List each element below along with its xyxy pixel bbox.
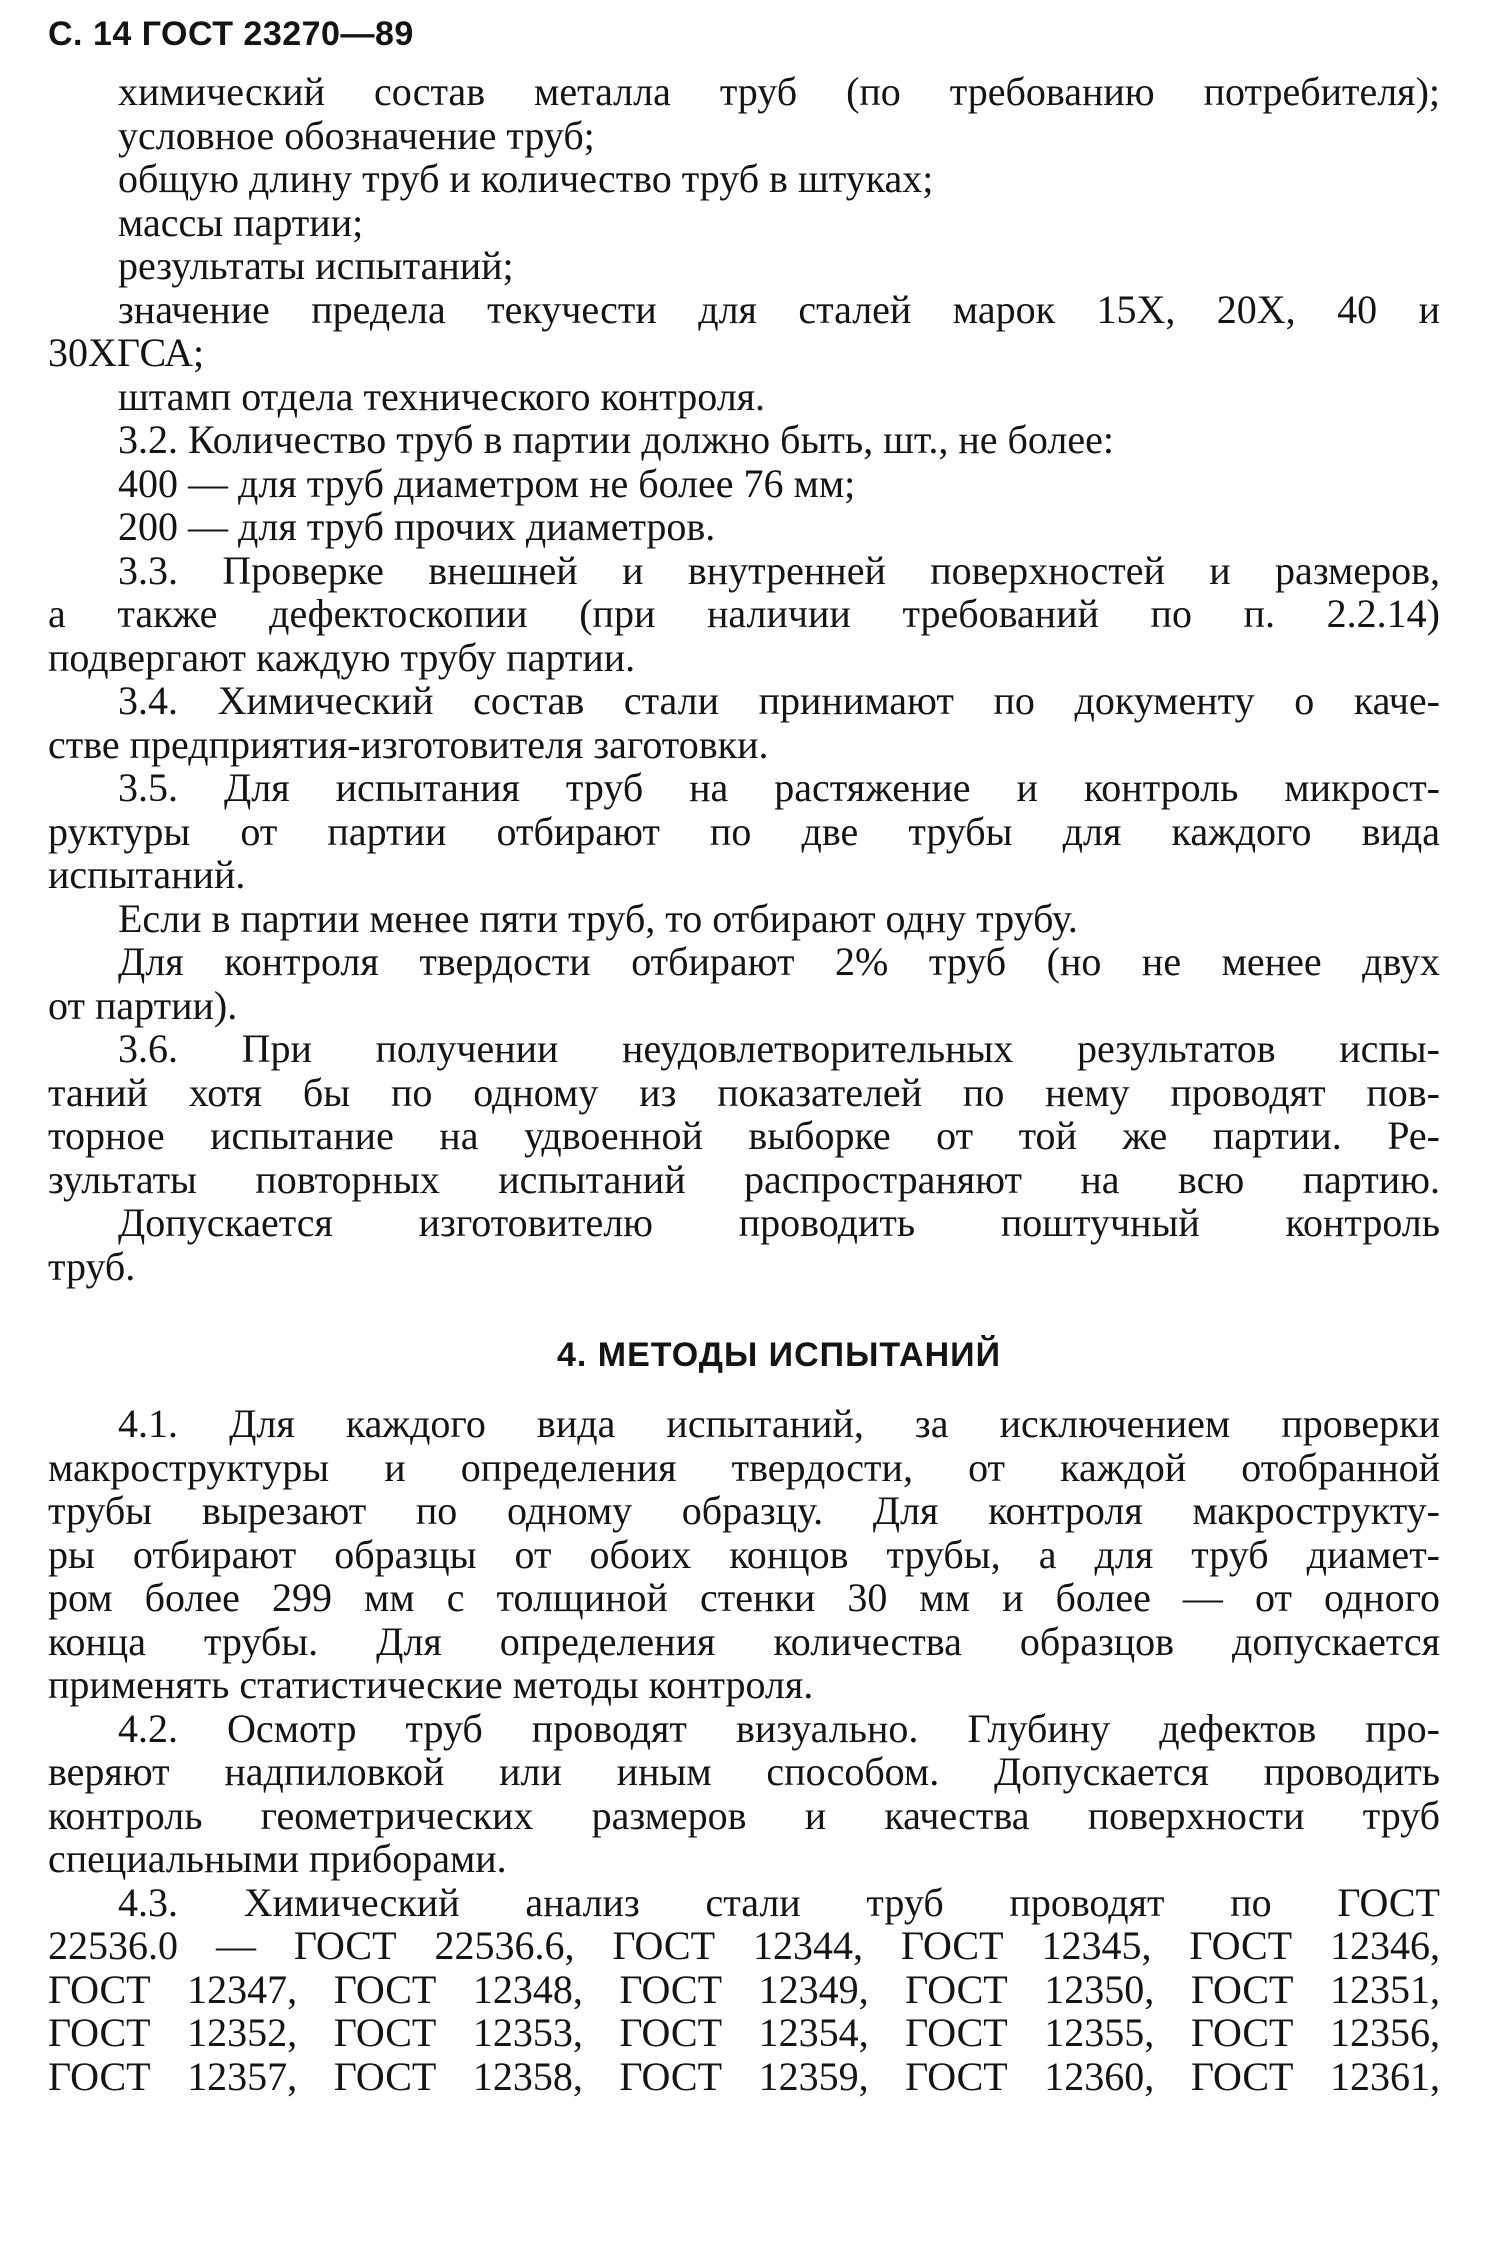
section-gap-after-title (48, 1384, 1440, 1402)
text-line: 4.2. Осмотр труб проводят визуально. Глубину дефектов про- (118, 1705, 1440, 1751)
text-line: веряют надпиловкой или иным способом. Допускается проводить (48, 1749, 1440, 1794)
text-line: 3.4. Химический состав стали принимают по документу о каче- (118, 678, 1440, 723)
text-line: торное испытание на удвоенной выборке от той же партии. Ре- (48, 1113, 1440, 1158)
section-gap (48, 1288, 1440, 1330)
text-line: значение предела текучести для сталей марок 15Х, 20Х, 40 и (118, 286, 1440, 332)
text-line: 3.6. При получении неудовлетворительных результатов испы- (118, 1026, 1440, 1071)
text-line: 30ХГСА; (48, 330, 205, 375)
text-line: 3.2. Количество труб в партии должно быть, шт., не более: (118, 417, 1114, 462)
text-line: контроль геометрических размеров и качества поверхности труб (48, 1792, 1440, 1838)
text-line: штамп отдела технического контроля. (118, 373, 766, 419)
text-line: конца трубы. Для определения количества образцов допускается (48, 1618, 1440, 1664)
text-line: Допускается изготовителю проводить поштучный контроль (118, 1200, 1440, 1245)
text-line: химический состав металла труб (по требованию потребителя); (118, 69, 1440, 114)
text-line: ры отбирают образцы от обоих концов трубы, а для труб диамет- (48, 1531, 1440, 1577)
text-line: труб. (48, 1243, 136, 1289)
text-line: ром более 299 мм с толщиной стенки 30 мм и более — от одного (48, 1575, 1440, 1620)
text-line: 3.5. Для испытания труб на растяжение и контроль микрост- (118, 765, 1440, 810)
text-line: а также дефектоскопии (при наличии требований по п. 2.2.14) (48, 591, 1440, 636)
text-line: 4.3. Химический анализ стали труб проводят по ГОСТ (118, 1879, 1440, 1925)
text-line: общую длину труб и количество труб в штуках; (118, 156, 934, 201)
text-line: 4.1. Для каждого вида испытаний, за исключением проверки (118, 1401, 1440, 1446)
text-line: 400 — для труб диаметром не более 76 мм; (118, 460, 856, 506)
text-line: ГОСТ 12347, ГОСТ 12348, ГОСТ 12349, ГОСТ 12350, ГОСТ 12351, (48, 1966, 1440, 2012)
text-line: результаты испытаний; (118, 243, 514, 288)
text-line: испытаний. (48, 852, 246, 897)
section-4-text (48, 1402, 1440, 2098)
text-line: макроструктуры и определения твердости, от каждой отобранной (48, 1444, 1440, 1490)
text-line: массы партии; (118, 199, 364, 245)
text-line: ГОСТ 12352, ГОСТ 12353, ГОСТ 12354, ГОСТ 12355, ГОСТ 12356, (48, 2010, 1440, 2055)
text-line: Если в партии менее пяти труб, то отбирают одну трубу. (118, 895, 1078, 941)
page-header: С. 14 ГОСТ 23270—89 (48, 15, 414, 53)
text-line: зультаты повторных испытаний распространяют на всю партию. (48, 1156, 1440, 1202)
text-line: 200 — для труб прочих диаметров. (118, 504, 716, 549)
text-line: условное обозначение труб; (118, 112, 595, 158)
text-line: от партии). (48, 982, 238, 1028)
text-line: руктуры от партии отбирают по две трубы для каждого вида (48, 808, 1440, 854)
text-line: трубы вырезают по одному образцу. Для контроля макрострукту- (48, 1488, 1440, 1533)
text-line: 3.3. Проверке внешней и внутренней поверхностей и размеров, (118, 547, 1440, 593)
text-line: 22536.0 — ГОСТ 22536.6, ГОСТ 12344, ГОСТ 12345, ГОСТ 12346, (48, 1923, 1440, 1968)
text-line: Для контроля твердости отбирают 2% труб (но не менее двух (118, 939, 1440, 984)
section-title: 4. МЕТОДЫ ИСПЫТАНИЙ (557, 1336, 1001, 1374)
text-line: стве предприятия-изготовителя заготовки. (48, 721, 769, 767)
section-3-text (48, 70, 1440, 1288)
document-page (48, 12, 1440, 2098)
text-line: таний хотя бы по одному из показателей по нему проводят пов- (48, 1069, 1440, 1115)
text-line: специальными приборами. (48, 1836, 507, 1881)
text-line: подвергают каждую трубу партии. (48, 634, 636, 680)
text-line: ГОСТ 12357, ГОСТ 12358, ГОСТ 12359, ГОСТ 12360, ГОСТ 12361, (48, 2053, 1440, 2099)
text-line: применять статистические методы контроля. (48, 1662, 814, 1707)
